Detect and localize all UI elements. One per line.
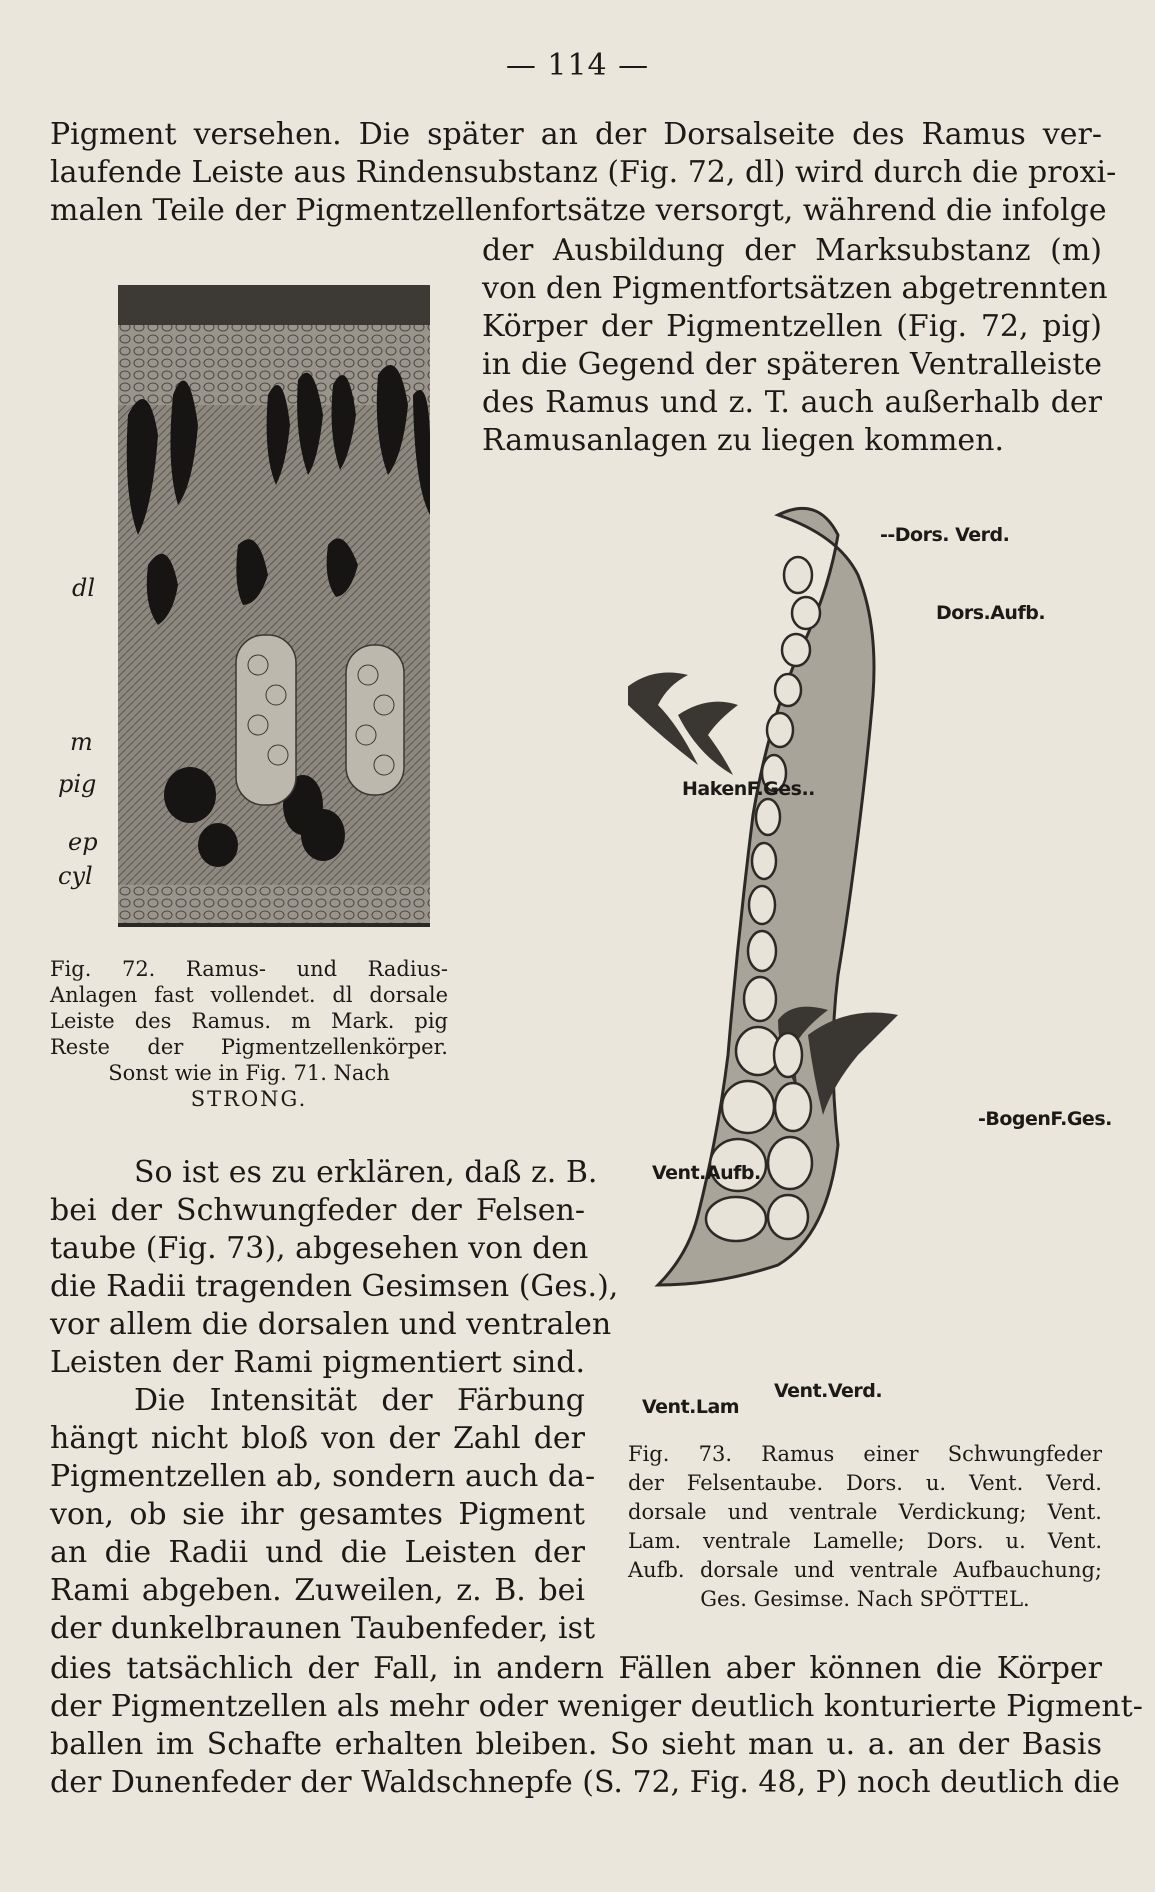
text-line: dies tatsächlich der Fall, in andern Fällen aber können die Körper (50, 1651, 1102, 1686)
text-line: ballen im Schafte erhalten bleiben. So sieht man u. a. an der Basis (50, 1727, 1102, 1762)
fig72-caption-line: Reste der Pigmentzellenkörper. (50, 1035, 448, 1059)
fig73-caption-line: Ges. Gesimse. Nach SPÖTTEL. (700, 1587, 1030, 1611)
text-line: der dunkelbraunen Taubenfeder, ist (50, 1611, 596, 1646)
text-line: der Dunenfeder der Waldschnepfe (S. 72, Fig. 48, P) noch deutlich die (50, 1765, 1120, 1800)
text-line: von, ob sie ihr gesamtes Pigment (50, 1497, 585, 1532)
fig72-label-ep: ep (68, 828, 98, 856)
text-line: malen Teile der Pigmentzellenfortsätze versorgt, während die infolge (50, 193, 1107, 228)
fig73-label-hakenf-ges: HakenF.Ges.. (682, 778, 815, 800)
fig73-label-dors-verd: --Dors. Verd. (880, 524, 1010, 546)
fig73-label-vent-aufb: Vent.Aufb. (652, 1162, 761, 1184)
text-line: Pigment versehen. Die später an der Dorsalseite des Ramus ver- (50, 117, 1102, 152)
fig73-caption-line: Fig. 73. Ramus einer Schwungfeder (628, 1442, 1102, 1466)
text-line: Die Intensität der Färbung (134, 1383, 585, 1418)
text-line: von den Pigmentfortsätzen abgetrennten (482, 271, 1108, 306)
text-line: bei der Schwungfeder der Felsen- (50, 1193, 585, 1228)
fig73-label-vent-lam: Vent.Lam (642, 1396, 740, 1418)
text-line: Leisten der Rami pigmentiert sind. (50, 1345, 585, 1380)
figure-73-illustration (628, 495, 1118, 1445)
fig72-caption-line: STRONG. (190, 1087, 308, 1111)
fig73-label-vent-verd: Vent.Verd. (774, 1380, 883, 1402)
fig72-label-dl: dl (72, 574, 96, 602)
text-line: taube (Fig. 73), abgesehen von den (50, 1231, 589, 1266)
fig72-caption-line: Anlagen fast vollendet. dl dorsale (50, 983, 448, 1007)
text-line: Ramusanlagen zu liegen kommen. (482, 423, 1004, 458)
text-line: an die Radii und die Leisten der (50, 1535, 585, 1570)
fig72-label-cyl: cyl (58, 862, 93, 890)
fig73-caption-line: Aufb. dorsale und ventrale Aufbauchung; (628, 1558, 1102, 1582)
page-number: — 114 — (505, 48, 650, 83)
text-line: der Pigmentzellen als mehr oder weniger deutlich konturierte Pigment- (50, 1689, 1143, 1724)
text-line: in die Gegend der späteren Ventralleiste (482, 347, 1102, 382)
text-line: laufende Leiste aus Rindensubstanz (Fig. 72, dl) wird durch die proxi- (50, 155, 1117, 190)
fig73-caption-line: der Felsentaube. Dors. u. Vent. Verd. (628, 1471, 1102, 1495)
fig73-caption-line: Lam. ventrale Lamelle; Dors. u. Vent. (628, 1529, 1102, 1553)
text-line: So ist es zu erklären, daß z. B. (134, 1155, 598, 1190)
figure-72-illustration (118, 285, 430, 927)
fig73-caption-line: dorsale und ventrale Verdickung; Vent. (628, 1500, 1102, 1524)
text-line: vor allem die dorsalen und ventralen (50, 1307, 612, 1342)
text-line: des Ramus und z. T. auch außerhalb der (482, 385, 1102, 420)
fig72-caption-line: Fig. 72. Ramus- und Radius- (50, 957, 448, 981)
text-line: Pigmentzellen ab, sondern auch da- (50, 1459, 596, 1494)
fig73-label-dors-aufb: Dors.Aufb. (936, 602, 1046, 624)
fig73-label-bogenf-ges: -BogenF.Ges. (978, 1108, 1112, 1130)
text-line: die Radii tragenden Gesimsen (Ges.), (50, 1269, 619, 1304)
fig72-label-m: m (70, 728, 93, 756)
text-line: Rami abgeben. Zuweilen, z. B. bei (50, 1573, 585, 1608)
fig72-caption-line: Leiste des Ramus. m Mark. pig (50, 1009, 448, 1033)
text-line: Körper der Pigmentzellen (Fig. 72, pig) (482, 309, 1102, 344)
text-line: hängt nicht bloß von der Zahl der (50, 1421, 585, 1456)
text-line: der Ausbildung der Marksubstanz (m) (482, 233, 1102, 268)
fig72-label-pig: pig (58, 770, 97, 798)
fig72-caption-line: Sonst wie in Fig. 71. Nach (108, 1061, 390, 1085)
